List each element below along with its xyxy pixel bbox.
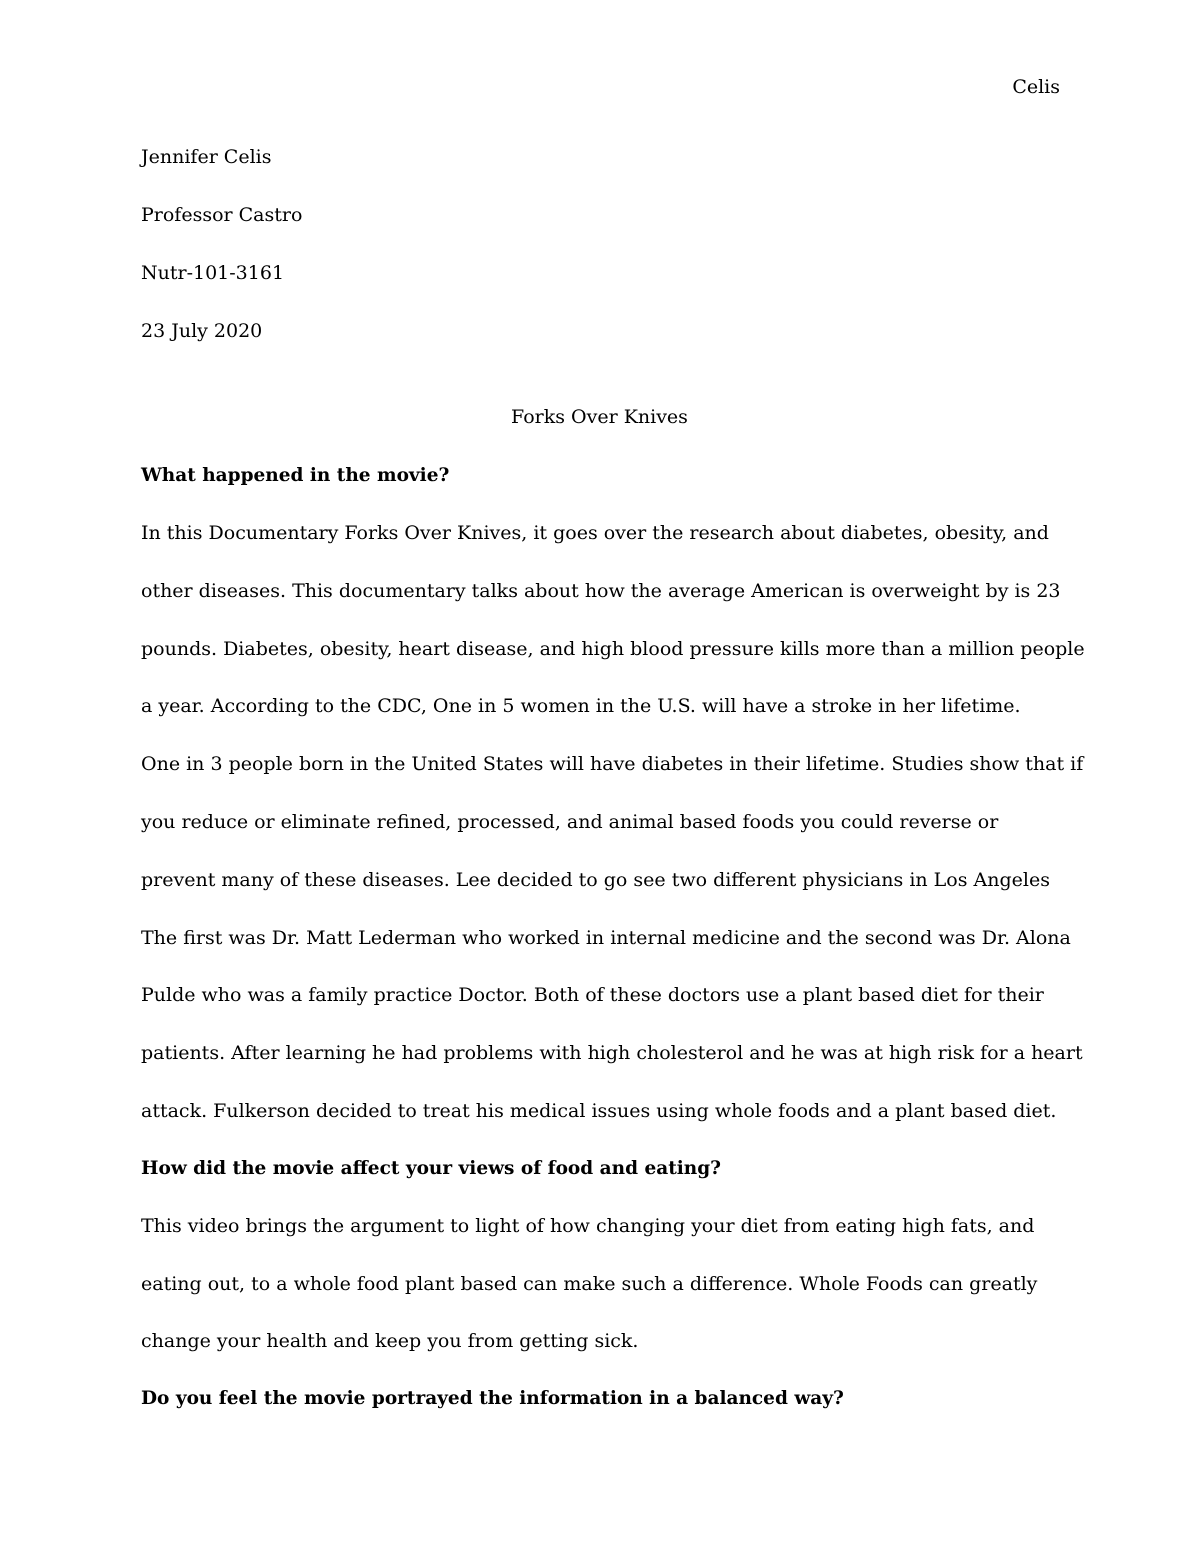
student-name: Jennifer Celis (141, 146, 272, 168)
paragraph-line: patients. After learning he had problems with high cholesterol and he was at high risk for a heart (141, 1042, 1083, 1065)
paragraph-line: prevent many of these diseases. Lee decided to go see two different physicians in Los Angeles (141, 868, 1050, 891)
date: 23 July 2020 (141, 320, 263, 342)
paragraph-line: Pulde who was a family practice Doctor. Both of these doctors use a plant based diet for their (141, 984, 1044, 1007)
section-heading: What happened in the movie? (141, 465, 450, 486)
paragraph-line: This video brings the argument to light of how changing your diet from eating high fats, and (141, 1214, 1035, 1237)
paragraph-line: change your health and keep you from getting sick. (141, 1330, 639, 1353)
header-block (141, 143, 1061, 375)
paragraph-line: In this Documentary Forks Over Knives, it goes over the research about diabetes, obesity, and (141, 522, 1049, 544)
paragraph-line: pounds. Diabetes, obesity, heart disease, and high blood pressure kills more than a million people (141, 637, 1085, 660)
paragraph-line: other diseases. This documentary talks about how the average American is overweight by is 23 (141, 579, 1061, 602)
paragraph-line: eating out, to a whole food plant based can make such a difference. Whole Foods can greatly (141, 1272, 1038, 1295)
paragraph-line: One in 3 people born in the United States will have diabetes in their lifetime. Studies show that if (141, 753, 1084, 776)
document-title: Forks Over Knives (511, 406, 688, 428)
paragraph-line: The first was Dr. Matt Lederman who worked in internal medicine and the second was Dr. Alona (141, 926, 1071, 949)
section-heading: Do you feel the movie portrayed the information in a balanced way? (141, 1388, 844, 1410)
section-heading: How did the movie affect your views of food and eating? (141, 1157, 722, 1179)
paragraph-line: you reduce or eliminate refined, processed, and animal based foods you could reverse or (141, 810, 999, 833)
running-head: Celis (1012, 76, 1060, 98)
paragraph-line: a year. According to the CDC, One in 5 women in the U.S. will have a stroke in her lifetime. (141, 695, 1021, 718)
paragraph-line: attack. Fulkerson decided to treat his medical issues using whole foods and a plant based diet. (141, 1099, 1057, 1122)
course-code: Nutr-101-3161 (141, 262, 285, 284)
body-block (141, 462, 1085, 1442)
professor-name: Professor Castro (141, 204, 303, 226)
